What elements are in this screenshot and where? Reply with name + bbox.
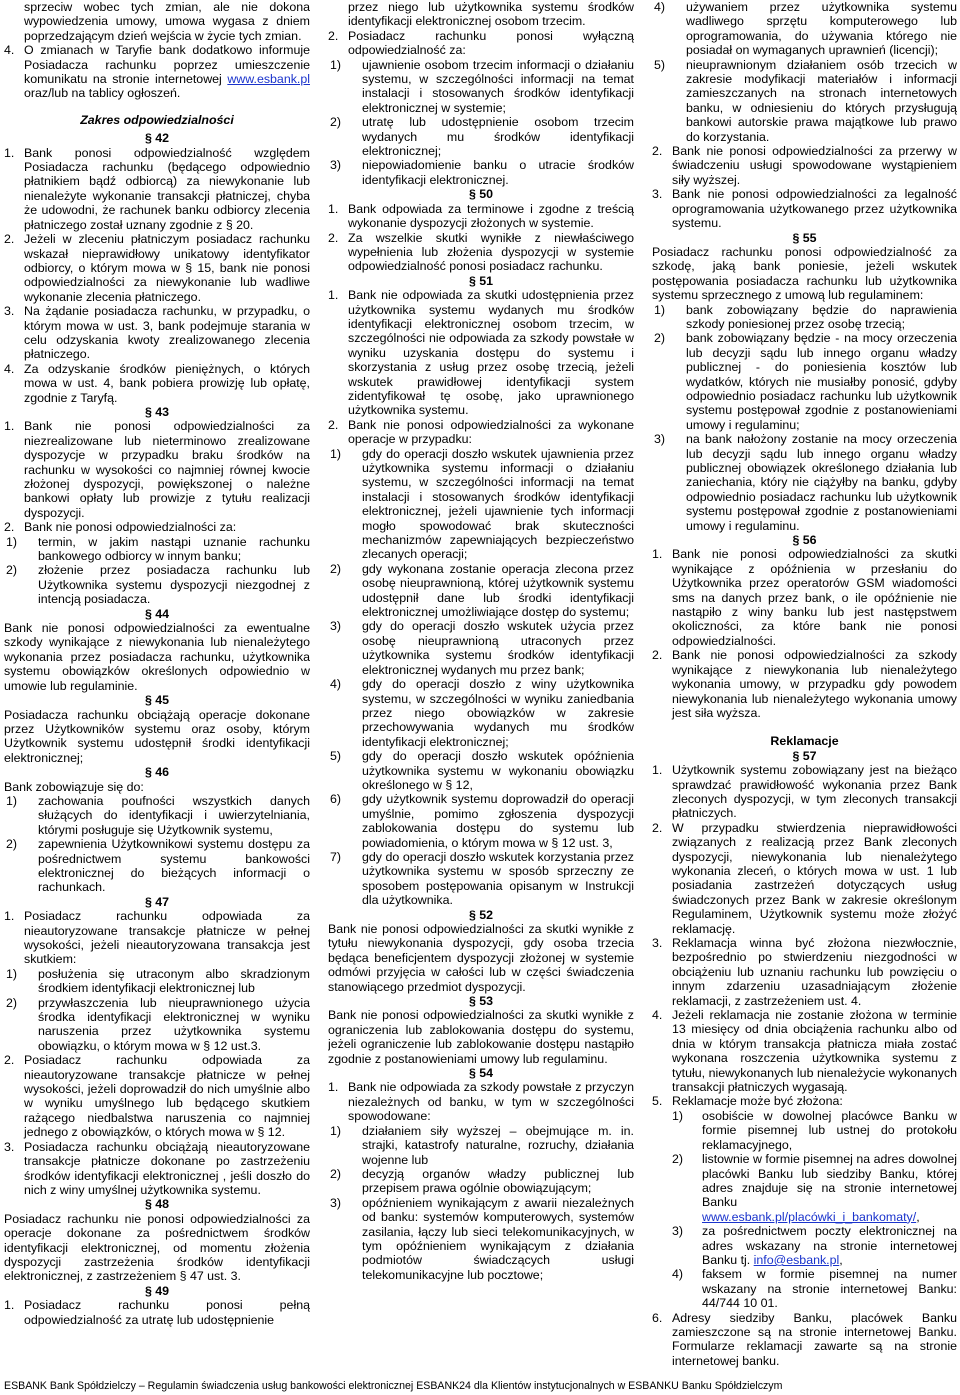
item-number: 1. xyxy=(328,201,339,216)
item-text: Bank nie ponosi odpowiedzialności za przerwy w świadczeniu usługi spowodowane wystąpieniem siły wyższej. xyxy=(672,144,957,187)
section-number: § 42 xyxy=(144,131,170,146)
item-text xyxy=(702,1152,957,1224)
section-number: § 50 xyxy=(468,187,494,202)
item-number: 3) xyxy=(330,619,342,634)
item-text: decyzją organów władzy publicznej lub przepisem prawa ogólnie obowiązującym; xyxy=(362,1166,634,1196)
item-number: 1) xyxy=(330,1123,342,1138)
item-text: gdy do operacji doszło wskutek ujawnienia przez użytkownika systemu informacji o działaniu systemu, w szczególności informacji na temat instalacji i stosowanych środków identyfikacji elektronicznej, jeżeli ujawnienie tych informacji mogło spowodować brak skuteczności mechanizmów zapewniających bezpieczeństwo zlecanych operacji; xyxy=(362,446,634,562)
section-number: § 43 xyxy=(144,404,170,419)
sub-item xyxy=(652,1109,957,1152)
item-number: 2. xyxy=(4,1053,15,1068)
item-number: 2) xyxy=(6,563,18,578)
item-text: Adresy siedziby Banku, placówek Banku zamieszczone są na stronie internetowej Banku. Formularze reklamacji zawarte są na stronie internetowej banku. xyxy=(672,1310,957,1368)
numbered-item xyxy=(4,1053,310,1139)
sub-item xyxy=(652,1152,957,1224)
numbered-item xyxy=(4,232,310,304)
item-number: 3) xyxy=(672,1224,684,1239)
item-text: niepowiadomienie banku o utracie środków identyfikacji elektronicznej. xyxy=(362,158,634,187)
item-number: 5. xyxy=(652,1094,663,1109)
item-text: Jeżeli w zleceniu płatniczym posiadacz rachunku wskazał nieprawidłowy unikatowy identyfikator odbiorcy, o którym mowa w § 15, bank nie ponosi odpowiedzialności za niewykonanie lub wadliwe wykonanie zlecenia płatniczego. xyxy=(24,232,310,304)
section-number: § 44 xyxy=(144,606,170,621)
section-number: § 48 xyxy=(144,1197,170,1212)
item-number: 5) xyxy=(330,749,342,764)
item-number: 1. xyxy=(4,1298,15,1313)
item-text: Na żądanie posiadacza rachunku, w przypadku, o którym mowa w ust. 3, bank podejmuje starania w celu odzyskania kwoty zrealizowanego zlecenia płatniczego. xyxy=(24,304,310,362)
item-text: Bank nie ponosi odpowiedzialności za skutki wynikające z opóźnienia w przesłaniu do Użytkownika przez operatorów GSM wiadomości sms na danych przez bank, o ile opóźnienie nie nastąpiło z winy banku lub jest następstwem okoliczności, za które bank nie ponosi odpowiedzialności. xyxy=(672,547,957,648)
item-text: Za wszelkie skutki wynikłe z niewłaściwego wypełnienia lub złożenia dyspozycji w systemie odpowiedzialność ponosi posiadacz rachunku. xyxy=(348,230,634,274)
item-number: 4. xyxy=(4,43,15,58)
item-number: 5) xyxy=(654,57,666,72)
text-segment: za pośrednictwem poczty elektronicznej na adres wskazany na stronie internetowej Banku tj. xyxy=(702,1224,957,1267)
item-text xyxy=(702,1224,957,1267)
numbered-item xyxy=(4,362,310,405)
numbered-item xyxy=(4,909,310,967)
item-number: 2) xyxy=(6,837,18,852)
item-number: 6) xyxy=(330,792,342,807)
numbered-item xyxy=(652,1311,957,1369)
sub-item xyxy=(328,58,634,116)
item-number: 3. xyxy=(4,304,15,319)
item-text: Posiadacz rachunku odpowiada za nieautoryzowane transakcje płatnicze w pełnej wysokości, jeżeli doprowadził do nich umyślnie albo w wyniku umyślnego lub będącego skutkiem rażącego niedbalstwa naruszenia co najmniej jednego z obowiązków, o których mowa w § 12. xyxy=(24,1053,310,1140)
sub-item xyxy=(4,794,310,837)
paragraph: sprzeciw wobec tych zmian, ale nie dokona wypowiedzenia umowy, umowa wygasa z dniem poprzedzającym dzień wejścia w życie tych zmian. xyxy=(24,0,310,43)
section-number: § 54 xyxy=(468,1066,494,1081)
numbered-item xyxy=(328,202,634,231)
item-number: 3) xyxy=(330,158,342,173)
item-number: 2. xyxy=(652,648,663,663)
section-number: § 46 xyxy=(144,765,170,780)
item-number: 3) xyxy=(330,1195,342,1210)
item-text: Bank ponosi odpowiedzialność względem Posiadacza rachunku (będącego odpowiednio płatnikiem bądź odbiorcą) za niewykonanie lub nienależyte wykonanie transakcji płatniczej, chyba że udowodni, że rachunek banku odbiorcy zlecenia płatniczego został uznany zgodnie z § 20. xyxy=(24,145,310,232)
numbered-item xyxy=(328,29,634,58)
paragraph: Bank zobowiązuje się do: xyxy=(4,779,144,794)
item-text: bank zobowiązany będzie do naprawienia szkody poniesionej przez osobę trzecią; xyxy=(686,302,957,331)
item-number: 3. xyxy=(652,187,663,202)
item-text: ujawnienie osobom trzecim informacji o działaniu systemu, w szczególności informacji na temat instalacji i stosowanych środków identyfikacji elektronicznej w systemie; xyxy=(362,57,634,115)
item-number: 3. xyxy=(652,936,663,950)
paragraph: Posiadacz rachunku nie ponosi odpowiedzialności za operacje dokonane za pośrednictwem środków identyfikacji elektronicznej, od momentu złożenia dyspozycji zastrzeżenia środków identyfikacji elektronicznej, z zastrzeżeniem § 47 ust. 3. xyxy=(4,1211,310,1284)
numbered-item xyxy=(328,231,634,274)
numbered-item xyxy=(652,1094,957,1108)
numbered-item xyxy=(328,1080,634,1123)
sub-item xyxy=(652,0,957,58)
item-number: 7) xyxy=(330,849,342,864)
item-number: 2. xyxy=(652,820,663,835)
email-link[interactable]: info@esbank.pl xyxy=(753,1252,840,1267)
item-number: 1. xyxy=(4,419,15,434)
numbered-item xyxy=(328,418,634,447)
item-text: posłużenia się utraconym albo skradzionym środkiem identyfikacji elektronicznej lub xyxy=(38,966,310,996)
item-number: 1) xyxy=(6,793,18,808)
item-text: opóźnieniem wynikającym z awarii niezależnych od banku: systemów komputerowych, systemów zasilania, łączy lub sieci telekomunikacyjnych, w tym opóźnieniem wynikającym z działania podmiotów świadczących usługi telekomunikacyjne lub pocztowe; xyxy=(362,1195,634,1282)
section-heading: Reklamacje xyxy=(770,734,839,749)
bank-website-link[interactable]: www.esbank.pl xyxy=(227,72,310,87)
item-text: zapewnienia Użytkownikowi systemu dostępu za pośrednictwem systemu bankowości elektronicznej do bieżących informacji o rachunkach. xyxy=(38,837,310,895)
sub-item xyxy=(328,115,634,158)
item-text: Bank odpowiada za terminowe i zgodne z treścią wykonanie dyspozycji złożonych w systemie. xyxy=(348,201,634,231)
item-number: 4. xyxy=(4,361,15,376)
item-text: Bank nie odpowiada za skutki udostępnienia przez użytkownika systemu wydanych mu środków identyfikacji elektronicznej osobom trzecim, w szczególności nie odpowiada za szkody powstałe w wyniku uzyskania dostępu do systemu i skorzystania z usług przez osobę trzecią, jeżeli wskutek prawidłowej identyfikacji system zidentyfikował tę osobę, jako uprawnionego użytkownika systemu. xyxy=(348,288,634,418)
text-segment: oraz/lub na tablicy ogłoszeń. xyxy=(24,86,181,101)
sub-item xyxy=(652,1224,957,1267)
sub-item xyxy=(4,535,310,564)
item-number: 1. xyxy=(328,288,339,303)
paragraph: Bank nie ponosi odpowiedzialności za ewentualne szkody wynikające z niewykonania lub nienależytego wykonania przez posiadacza rachunku, użytkownika systemu obowiązków określonych odpowiednio w umowie lub regulaminie. xyxy=(4,621,310,693)
item-text: utratę lub udostępnienie osobom trzecim wydanych mu środków identyfikacji elektronicznej; xyxy=(362,115,634,159)
item-text: W przypadku stwierdzenia nieprawidłowości związanych z realizacją przez Bank zleconych dyspozycji, niewykonania lub nienależytego wykonania zleceń, o których mowa w ust. 1 lub posiadania zastrzeżeń dotyczących usług świadczonych przez Bank w zakresie określonym Regulaminem, Użytkownik systemu może złożyć reklamację. xyxy=(672,820,957,936)
item-text: Posiadacz rachunku ponosi pełną odpowiedzialność za utratę lub udostępnienie xyxy=(24,1298,310,1327)
item-number: 2) xyxy=(330,561,342,576)
item-text: Jeżeli reklamacja nie zostanie złożona w terminie 13 miesięcy od dnia obciążenia rachunku albo od dnia w którym transakcja płatnicza miała zostać wykonana roszczenia użytkownika systemu z tytułu, niewykonanych lub nienależycie wykonanych transakcji płatniczych wygasają. xyxy=(672,1008,957,1095)
item-text: Posiadacza rachunku obciążają nieautoryzowane transakcje płatnicze dokonane po zastrzeżeniu środków identyfikacji elektronicznej , jeśli doszło do nich z winy umyślnej użytkownika systemu. xyxy=(24,1139,310,1197)
numbered-item xyxy=(4,1140,310,1198)
sub-item xyxy=(652,303,957,332)
item-text: Bank nie ponosi odpowiedzialności za wykonane operacje w przypadku: xyxy=(348,417,634,447)
text-segment: listownie w formie pisemnej na adres dowolnej placówki Banku lub siedziby Banku, której adres znajduje się na stronie internetowej Banku xyxy=(702,1152,957,1210)
sub-item xyxy=(328,850,634,908)
section-heading: Zakres odpowiedzialności xyxy=(80,112,234,127)
item-text: Bank nie odpowiada za szkody powstałe z przyczyn niezależnych od banku, w tym w szczególności spowodowane: xyxy=(348,1080,634,1124)
section-number: § 45 xyxy=(144,693,170,708)
item-text: Bank nie ponosi odpowiedzialności za legalność oprogramowania użytkowanego przez użytkownika systemu. xyxy=(672,187,957,231)
numbered-item xyxy=(4,419,310,520)
sub-item xyxy=(328,1196,634,1282)
item-text: faksem w formie pisemnej na numer wskazany na stronie internetowej Banku: 44/744 10 01. xyxy=(702,1267,957,1311)
item-number: 1) xyxy=(330,57,342,72)
numbered-item xyxy=(652,1008,957,1094)
item-number: 2) xyxy=(6,995,18,1010)
sub-item xyxy=(328,158,634,187)
item-text: działaniem siły wyższej – obejmujące m. in. strajki, katastrofy naturalne, rozruchy, działania wojenne lub xyxy=(362,1123,634,1167)
item-number: 1. xyxy=(4,909,15,924)
item-text: Reklamacja winna być złożona niezwłocznie, bezpośrednio po stwierdzeniu niezgodności w obciążeniu lub uznaniu rachunku lub powzięciu o innym zdarzeniu uzasadniającym złożenie reklamacji, z zastrzeżeniem ust. 4. xyxy=(672,936,957,1008)
item-number: 1. xyxy=(652,763,663,778)
item-text: przywłaszczenia lub nieuprawnionego użycia środka identyfikacji elektronicznej w wyniku naruszenia przez użytkownika systemu obowiązku, o którym mowa w § 12 ust.3. xyxy=(38,995,310,1053)
page-footer: ESBANK Bank Spółdzielczy – Regulamin świadczenia usług bankowości elektronicznej ESBANK24 dla Klientów instytucjonalnych w ESBANKU Banku Spółdzielczym xyxy=(4,1380,783,1392)
item-number: 1) xyxy=(672,1108,684,1123)
numbered-item xyxy=(328,288,634,418)
item-text: gdy wykonana zostanie operacja zlecona przez osobę nieuprawnioną, której użytkownik systemu udostępnił dane lub środki identyfikacji elektronicznej umożliwiające dostęp do systemu; xyxy=(362,561,634,620)
item-text: gdy do operacji doszło wskutek opóźnienia użytkownika systemu w wykonaniu obowiązku określonego w § 12, xyxy=(362,749,634,792)
sub-item xyxy=(328,447,634,562)
text-segment: , xyxy=(839,1252,843,1267)
item-number: 2. xyxy=(4,520,15,535)
sub-item xyxy=(652,331,957,432)
item-number: 2) xyxy=(330,115,342,130)
text-segment: , xyxy=(916,1209,920,1224)
sub-item xyxy=(652,58,957,144)
item-number: 1) xyxy=(6,966,18,981)
sub-item xyxy=(328,792,634,850)
numbered-item xyxy=(4,146,310,232)
sub-item xyxy=(328,562,634,620)
item-number: 2. xyxy=(328,28,339,43)
item-number: 3. xyxy=(4,1139,15,1154)
item-number: 2. xyxy=(328,417,339,432)
sub-item xyxy=(328,1124,634,1167)
item-text: Użytkownik systemu zobowiązany jest na bieżąco sprawdzać prawidłowość wykonania przez Bank zleconych dyspozycji, w tym zleconych transakcji płatniczych. xyxy=(672,763,957,821)
sub-item xyxy=(328,619,634,677)
item-number: 1. xyxy=(328,1080,339,1095)
item-number: 4) xyxy=(330,677,342,692)
item-text: Posiadacz rachunku ponosi wyłączną odpowiedzialność za: xyxy=(348,28,634,58)
sub-item xyxy=(4,837,310,895)
column-1 xyxy=(4,0,310,1327)
item-number: 2. xyxy=(328,230,339,245)
item-number: 3) xyxy=(654,432,666,447)
item-text xyxy=(24,43,310,101)
column-2 xyxy=(328,0,634,1282)
item-text: bank zobowiązany będzie - na mocy orzeczenia lub decyzji sądu lub innego organu władzy publicznej - do poniesienia kosztów lub wydatków, których nie musiałby ponosić, gdyby odpowiednio posiadacz rachunku lub użytkownik systemu postępował zgodnie z postanowieniami umowy i regulaminu; xyxy=(686,331,957,432)
numbered-item xyxy=(652,763,957,821)
sub-item xyxy=(328,749,634,792)
section-number: § 51 xyxy=(468,273,494,288)
item-text: Bank nie ponosi odpowiedzialności za: xyxy=(24,520,237,535)
numbered-item xyxy=(4,304,310,362)
item-text: Bank nie ponosi odpowiedzialności za niezrealizowane lub nieterminowo zrealizowane dyspozycje w przypadku braku środków na rachunku w wysokości co najmniej równej kwocie złożonej dyspozycji, powiększonej o należne bankowi opłaty lub prowizje z tytułu realizacji dyspozycji. xyxy=(24,419,310,520)
numbered-item xyxy=(652,821,957,936)
item-number: 2) xyxy=(672,1152,684,1167)
item-number: 2) xyxy=(654,331,666,346)
section-number: § 55 xyxy=(792,230,817,245)
item-text: osobiście w dowolnej placówce Banku w formie pisemnej lub ustnej do protokołu reklamacyjnego, xyxy=(702,1108,957,1152)
item-text: Bank nie ponosi odpowiedzialności za szkody wynikające z niewykonania lub nienależytego wykonania umowy, w przypadku gdy powodem niewykonania lub nienależytego wykonania umowy jest siła wyższa. xyxy=(672,648,957,720)
item-text: gdy do operacji doszło z winy użytkownika systemu, w szczególności w wyniku zaniedbania przez niego obowiązków w zakresie przechowywania wydanych mu środków identyfikacji elektronicznej; xyxy=(362,677,634,749)
item-number: 2. xyxy=(652,144,663,159)
section-number: § 49 xyxy=(144,1283,170,1298)
sub-item xyxy=(652,432,957,533)
sub-item xyxy=(4,563,310,606)
numbered-item xyxy=(652,187,957,230)
numbered-item xyxy=(652,648,957,720)
sub-item xyxy=(4,996,310,1054)
item-text: zachowania poufności wszystkich danych służących do identyfikacji i uwierzytelniania, którymi posługuje się Użytkownik systemu, xyxy=(38,793,310,837)
item-text: na bank nałożony zostanie na mocy orzeczenia lub decyzji sądu lub innego organu władzy publicznej obowiązek określonego działania lub zaniechania, który nie ciążyłby na banku, gdyby odpowiednio posiadacz rachunku lub użytkownik systemu postępował zgodnie z postanowieniami umowy i regulaminu. xyxy=(686,432,957,533)
item-number: 1) xyxy=(330,446,342,461)
numbered-item xyxy=(652,144,957,187)
item-text: gdy użytkownik systemu doprowadził do operacji umyślnie, pomimo zgłoszenia dyspozycji zablokowania dostępu do systemu lub powiadomienia, o którym mowa w § 12 ust. 3, xyxy=(362,792,634,850)
paragraph: Bank nie ponosi odpowiedzialności za skutki wynikłe z ograniczenia lub zablokowania dostępu do systemu, jeżeli ograniczenie lub zablokowanie dostępu nastąpiło zgodnie z postanowieniami umowy lub regulaminu. xyxy=(328,1008,634,1066)
paragraph: Posiadacza rachunku obciążają operacje dokonane przez Użytkowników systemu oraz osoby, którym Użytkownik systemu udostępnił środki identyfikacji elektronicznej; xyxy=(4,707,310,765)
section-number: § 47 xyxy=(144,894,170,909)
item-text: gdy do operacji doszło wskutek korzystania przez użytkownika systemu w sposób sprzeczny ze sposobem postępowania opisanym w Instrukcji dla użytkownika. xyxy=(362,849,634,908)
item-text: Za odzyskanie środków pieniężnych, o których mowa w ust. 4, bank pobiera prowizję lub opłatę, zgodnie z Taryfą. xyxy=(24,361,310,405)
section-number: § 52 xyxy=(468,907,494,922)
item-number: 6. xyxy=(652,1310,663,1325)
item-text: gdy do operacji doszło wskutek użycia przez osobę nieuprawnioną utraconych przez użytkownika systemu środków identyfikacji elektronicznej wydanych mu przez bank; xyxy=(362,619,634,677)
numbered-item xyxy=(4,1298,310,1327)
item-number: 1) xyxy=(654,302,666,317)
section-number: § 57 xyxy=(792,748,817,763)
item-text: nieuprawnionym działaniem osób trzecich w zakresie modyfikacji materiałów i informacji zamieszczanych na stronach internetowych banku, w odniesieniu do których przysługują bankowi autorskie prawa majątkowe lub prawo do korzystania. xyxy=(686,57,957,144)
numbered-item xyxy=(4,520,310,534)
item-number: 1. xyxy=(4,145,15,160)
numbered-item xyxy=(4,43,310,101)
item-text: używaniem przez użytkownika systemu wadliwego sprzętu komputerowego lub oprogramowania, do używania którego nie posiadał on wymaganych uprawnień (licencji); xyxy=(686,0,957,58)
sub-item xyxy=(328,1167,634,1196)
item-text: złożenie przez posiadacza rachunku lub Użytkownika systemu dyspozycji niezgodnej z intencją posiadacza. xyxy=(38,563,310,607)
paragraph: przez niego lub użytkownika systemu środków identyfikacji elektronicznej osobom trzecim. xyxy=(348,0,634,29)
branches-link[interactable]: www.esbank.pl/placówki_i_bankomaty/ xyxy=(702,1209,917,1224)
numbered-item xyxy=(652,547,957,648)
sub-item xyxy=(652,1267,957,1310)
numbered-item xyxy=(652,936,957,1008)
item-number: 4) xyxy=(672,1267,684,1282)
sub-item xyxy=(4,967,310,996)
sub-item xyxy=(328,677,634,749)
item-number: 4) xyxy=(654,0,666,14)
column-3 xyxy=(652,0,957,1368)
item-text: Posiadacz rachunku odpowiada za nieautoryzowane transakcje płatnicze w pełnej wysokości, jeżeli nieautoryzowana transakcja jest skutkiem: xyxy=(24,909,310,967)
item-number: 4. xyxy=(652,1008,663,1023)
section-number: § 53 xyxy=(468,994,494,1009)
item-text: Reklamacje może być złożona: xyxy=(672,1094,843,1109)
paragraph: Bank nie ponosi odpowiedzialności za skutki wynikłe z tytułu niewykonania dyspozycji, gdy osoba trzecia będąca beneficjentem dyspozycji złożonej w systemie odmówi przyjęcia w całości lub w części świadczenia stanowiącego przedmiot dyspozycji. xyxy=(328,922,634,994)
paragraph: Posiadacz rachunku ponosi odpowiedzialność za szkodę, jaką bank poniesie, jeżeli wskutek postępowania posiadacza rachunku lub użytkownika systemu sprzecznego z umową lub regulaminem: xyxy=(652,244,957,303)
section-number: § 56 xyxy=(792,533,817,548)
text-segment: O zmianach w Taryfie bank dodatkowo informuje Posiadacza rachunku poprzez umieszczenie komunikatu na stronie internetowej xyxy=(24,43,310,87)
item-text: termin, w jakim nastąpi uznanie rachunku bankowego odbiorcy w innym banku; xyxy=(38,534,310,564)
item-number: 2) xyxy=(330,1166,342,1181)
item-number: 2. xyxy=(4,232,15,247)
item-number: 1) xyxy=(6,534,18,549)
item-number: 1. xyxy=(652,547,663,562)
